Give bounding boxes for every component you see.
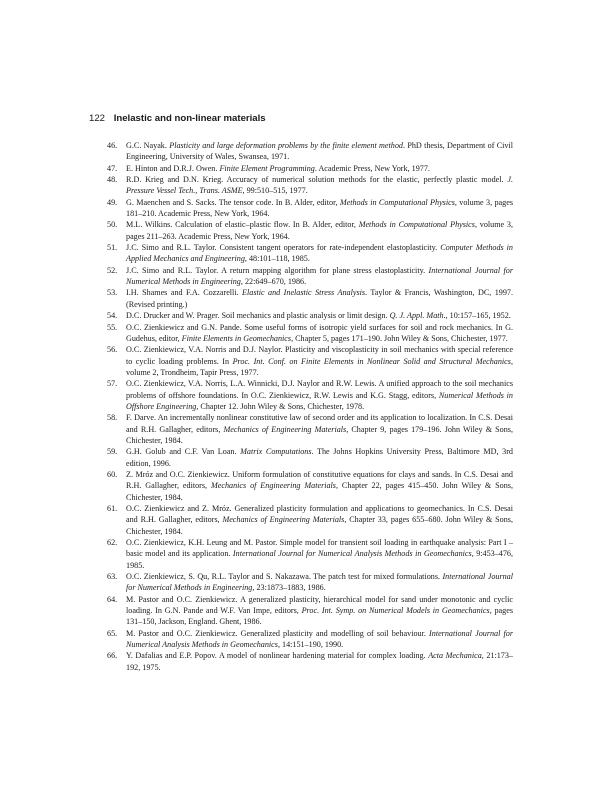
- reference-title: Finite Elements in Geomechanics: [181, 333, 292, 343]
- reference-item: [107, 503, 513, 537]
- reference-list: [107, 140, 513, 673]
- reference-text: . Taylor & Francis, Washington, DC, 1997. (Revised printing.): [126, 288, 513, 309]
- reference-item: [107, 140, 513, 163]
- reference-text: R.D. Krieg and D.N. Krieg. Accuracy of numerical solution methods for the elastic, perfectly plastic model.: [126, 175, 508, 185]
- reference-text: , 9:453–476, 1985.: [126, 549, 513, 570]
- reference-number: 65.: [107, 628, 118, 638]
- reference-title: Mechanics of Engineering Materials: [222, 515, 345, 525]
- reference-text: D.C. Drucker and W. Prager. Soil mechanics and plastic analysis or limit design.: [126, 311, 390, 321]
- reference-number: 52.: [107, 265, 118, 275]
- reference-text: , volume 3, pages 181–210. Academic Press, New York, 1964.: [126, 197, 513, 219]
- reference-text: M. Pastor and O.C. Zienkiewicz. A generalized plasticity, hierarchical model for sand under monotonic and cyclic loading. In G.N. Pande and W.F. Van Impe, editors,: [126, 594, 513, 616]
- reference-number: 55.: [107, 322, 118, 332]
- reference-number: 58.: [107, 413, 118, 423]
- reference-text: , 48:101–118, 1985.: [244, 254, 310, 264]
- reference-title: Q. J. Appl. Math.: [389, 311, 446, 321]
- reference-text: F. Darve. An incrementally nonlinear constitutive law of second order and its application to localization. In C.S. Desai and R.H. Gallagher, editors,: [126, 413, 513, 434]
- reference-number: 59.: [107, 447, 118, 457]
- reference-item: [107, 628, 513, 651]
- reference-text: O.C. Zienkiewicz, V.A. Norris and D.J. Naylor. Plasticity and viscoplasticity in soil mechanics with special reference to cyclic loading problems. In: [126, 345, 513, 366]
- reference-item: [107, 242, 513, 265]
- page-number: 122: [89, 113, 106, 124]
- reference-text: , 10:157–165, 1952.: [445, 311, 511, 321]
- reference-text: I.H. Shames and F.A. Cozzarelli.: [126, 288, 243, 298]
- reference-item: [107, 650, 513, 673]
- reference-text: , pages 131–150, Jackson, England. Ghent, 1986.: [126, 606, 513, 627]
- reference-text: G.H. Golub and C.F. Van Loan.: [126, 447, 241, 457]
- reference-item: [107, 174, 513, 197]
- reference-item: [107, 412, 513, 446]
- reference-text: . Academic Press, New York, 1977.: [314, 163, 430, 173]
- reference-text: O.C. Zienkiewicz, K.H. Leung and M. Pastor. Simple model for transient soil loading in earthquake analysis: Part I – basic model and its application.: [126, 538, 513, 559]
- running-title: Inelastic and non-linear materials: [113, 113, 266, 124]
- reference-item: [107, 537, 513, 571]
- running-header: [89, 113, 266, 124]
- reference-item: [107, 571, 513, 594]
- reference-item: [107, 163, 513, 174]
- reference-item: [107, 594, 513, 628]
- reference-item: [107, 344, 513, 378]
- reference-number: 46.: [107, 141, 118, 150]
- reference-title: J. Pressure Vessel Tech., Trans. ASME: [126, 175, 513, 196]
- reference-item: [107, 310, 513, 321]
- reference-number: 61.: [107, 504, 118, 513]
- reference-item: [107, 219, 513, 242]
- reference-number: 64.: [107, 594, 118, 604]
- reference-text: , 22:649–670, 1986.: [240, 277, 307, 287]
- reference-title: International Journal for Numerical Methods in Engineering: [126, 265, 513, 287]
- reference-text: , volume 2, Trondheim, Tapir Press, 1977.: [126, 356, 513, 377]
- reference-title: International Journal for Numerical Analysis Methods in Geomechanics: [232, 549, 472, 559]
- reference-item: [107, 197, 513, 220]
- reference-text: , 14:151–190, 1990.: [277, 640, 344, 650]
- reference-title: Proc. Int. Conf. on Finite Elements in Nonlinear Solid and Structural Mechanics: [232, 356, 511, 366]
- reference-number: 54.: [107, 311, 118, 321]
- reference-text: , 99:510–515, 1977.: [242, 186, 308, 196]
- reference-number: 53.: [107, 288, 118, 298]
- reference-title: Computer Methods in Applied Mechanics and Engineering: [126, 243, 513, 264]
- reference-item: [107, 378, 513, 412]
- reference-title: Acta Mechanica: [428, 651, 482, 661]
- reference-text: , Chapter 12. John Wiley & Sons, Chichester, 1978.: [196, 401, 365, 411]
- reference-text: O.C. Zienkiewicz and Z. Mróz. Generalized plasticity formulation and applications to geomechanics. In C.S. Desai and R.H. Gallagher, editors,: [126, 504, 513, 525]
- reference-text: Z. Mróz and O.C. Zienkiewicz. Uniform formulation of constitutive equations for clays and sands. In C.S. Desai and R.H. Gallagher, editors,: [126, 469, 513, 491]
- reference-text: , Chapter 5, pages 171–190. John Wiley & Sons, Chichester, 1977.: [291, 333, 508, 343]
- reference-title: Plasticity and large deformation problems by the finite element method: [169, 141, 403, 150]
- reference-number: 50.: [107, 220, 118, 230]
- reference-title: Mechanics of Engineering Materials: [210, 481, 336, 491]
- reference-text: M.L. Wilkins. Calculation of elastic–plastic flow. In B. Alder, editor,: [126, 220, 359, 230]
- reference-text: J.C. Simo and R.L. Taylor. Consistent tangent operators for rate-independent elastoplasticity.: [126, 243, 441, 253]
- reference-text: . PhD thesis, Department of Civil Engineering, University of Wales, Swansea, 1971.: [126, 141, 513, 162]
- reference-number: 62.: [107, 538, 118, 548]
- reference-text: , volume 3, pages 211–263. Academic Press, New York, 1964.: [126, 220, 514, 241]
- reference-number: 48.: [107, 175, 118, 185]
- reference-title: Methods in Computational Physics: [358, 220, 475, 230]
- reference-title: Matrix Computations: [240, 447, 312, 457]
- reference-text: , 21:173–192, 1975.: [126, 651, 513, 672]
- reference-title: Finite Element Programming: [219, 163, 315, 173]
- reference-title: International Journal for Numerical Analysis Methods in Geomechanics: [126, 628, 514, 650]
- reference-text: O.C. Zienkiewicz and G.N. Pande. Some useful forms of isotropic yield surfaces for soil and rock mechanics. In G. Gudehus, editor,: [126, 322, 513, 343]
- reference-title: Methods in Computational Physics: [339, 197, 455, 207]
- reference-text: O.C. Zienkiewicz, V.A. Norris, L.A. Winnicki, D.J. Naylor and R.W. Lewis. A unified approach to the soil mechanics problems of offshore foundations. In O.C. Zienkiewicz, R.W. Lewis and K.G. Stagg, editors,: [126, 379, 513, 400]
- reference-title: Numerical Methods in Offshore Engineering: [126, 390, 513, 411]
- reference-item: [107, 446, 513, 469]
- reference-text: M. Pastor and O.C. Zienkiewicz. Generalized plasticity and modelling of soil behaviour.: [126, 628, 430, 638]
- reference-text: , 23:1873–1883, 1986.: [252, 583, 326, 593]
- reference-number: 60.: [107, 469, 118, 479]
- reference-number: 57.: [107, 379, 118, 389]
- reference-text: , Chapter 22, pages 415–450. John Wiley & Sons, Chichester, 1984.: [126, 481, 513, 502]
- reference-title: Mechanics of Engineering Materials: [223, 424, 347, 434]
- reference-item: [107, 469, 513, 503]
- reference-number: 47.: [107, 163, 118, 173]
- reference-title: Elastic and Inelastic Stress Analysis: [242, 288, 366, 298]
- reference-text: O.C. Zienkiewicz, S. Qu, R.L. Taylor and S. Nakazawa. The patch test for mixed formulations.: [126, 572, 443, 582]
- reference-text: . The Johns Hopkins University Press, Baltimore MD, 3rd edition, 1996.: [126, 447, 513, 468]
- reference-text: , Chapter 9, pages 179–196. John Wiley & Sons, Chichester, 1984.: [126, 424, 513, 445]
- reference-number: 66.: [107, 651, 118, 661]
- reference-item: [107, 322, 513, 345]
- reference-item: [107, 265, 513, 288]
- reference-title: International Journal for Numerical Methods in Engineering: [126, 572, 514, 593]
- reference-title: Proc. Int. Symp. on Numerical Models in Geomechanics: [301, 606, 490, 616]
- reference-text: E. Hinton and D.R.J. Owen.: [126, 163, 220, 173]
- reference-number: 56.: [107, 345, 118, 355]
- reference-number: 63.: [107, 572, 118, 582]
- reference-text: , Chapter 33, pages 655–680. John Wiley & Sons, Chichester, 1984.: [126, 515, 513, 536]
- reference-number: 49.: [107, 197, 118, 207]
- reference-text: Y. Dafalias and E.P. Popov. A model of nonlinear hardening material for complex loading.: [126, 651, 429, 661]
- reference-text: G.C. Nayak.: [126, 141, 170, 150]
- reference-item: [107, 287, 513, 310]
- reference-text: J.C. Simo and R.L. Taylor. A return mapping algorithm for plane stress elastoplasticity.: [126, 265, 429, 275]
- reference-text: G. Maenchen and S. Sacks. The tensor code. In B. Alder, editor,: [126, 197, 340, 207]
- reference-number: 51.: [107, 243, 118, 253]
